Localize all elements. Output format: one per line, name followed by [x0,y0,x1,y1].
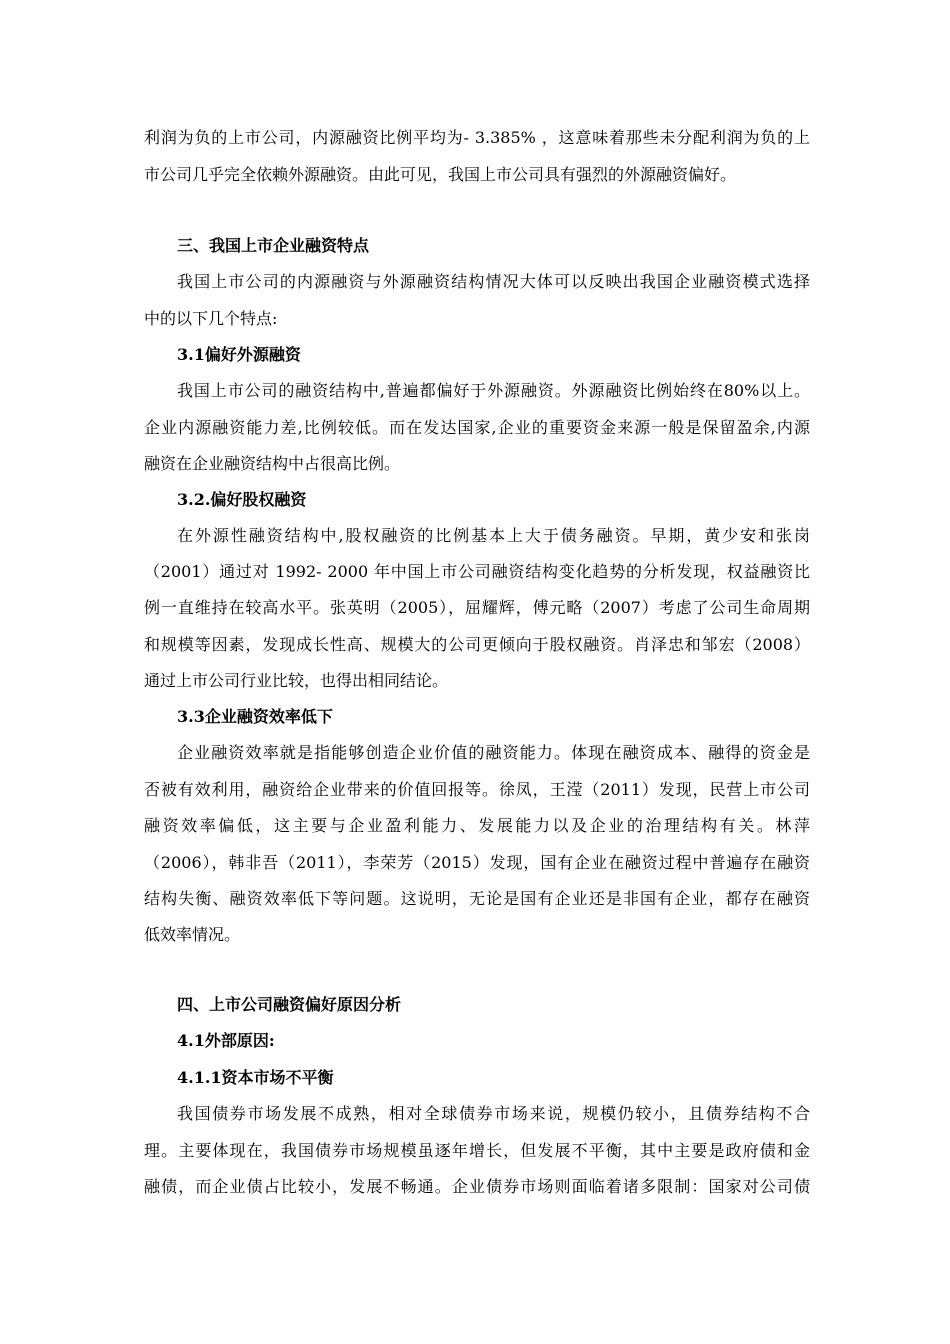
paragraph-line: 结构失衡、融资效率低下等问题。这说明，无论是国有企业还是非国有企业，都存在融资 [144,889,810,908]
paragraph-line: 企业融资效率就是指能够创造企业价值的融资能力。体现在融资成本、融得的资金是 [177,743,810,762]
paragraph-line: 融资在企业融资结构中占很高比例。 [144,454,401,473]
subsubsection-heading: 4.1.1资本市场不平衡 [177,1068,334,1087]
paragraph-line: 我国债券市场发展不成熟，相对全球债券市场来说，规模仍较小，且债券结构不合 [177,1104,810,1123]
paragraph-line: 我国上市公司的内源融资与外源融资结构情况大体可以反映出我国企业融资模式选择 [177,272,810,291]
subsection-heading: 3.1偏好外源融资 [177,345,301,364]
paragraph-line: （2006），韩非吾（2011），李荣芳（2015）发现，国有企业在融资过程中普遍存在融资 [144,853,810,872]
paragraph-line: 融资效率偏低，这主要与企业盈利能力、发展能力以及企业的治理结构有关。林萍 [144,816,810,835]
paragraph-line: 融债，而企业债占比较小，发展不畅通。企业债券市场则面临着诸多限制：国家对公司债 [144,1177,810,1196]
paragraph-line: 我国上市公司的融资结构中,普遍都偏好于外源融资。外源融资比例始终在80%以上。 [177,381,810,400]
paragraph-line: 中的以下几个特点: [144,309,278,328]
paragraph-line: 否被有效利用，融资给企业带来的价值回报等。徐凤，王滢（2011）发现，民营上市公司 [144,780,810,799]
section-heading: 三、我国上市企业融资特点 [177,236,370,255]
section-heading: 四、上市公司融资偏好原因分析 [177,995,402,1014]
paragraph-line: 企业内源融资能力差,比例较低。而在发达国家,企业的重要资金来源一般是保留盈余,内源 [144,418,810,437]
subsection-heading: 3.3企业融资效率低下 [177,707,333,726]
paragraph-line: （2001）通过对 1992- 2000 年中国上市公司融资结构变化趋势的分析发现，权益融资比 [144,562,810,581]
paragraph-line: 理。主要体现在，我国债券市场规模虽逐年增长，但发展不平衡，其中主要是政府债和金 [144,1141,810,1160]
paragraph-line: 利润为负的上市公司，内源融资比例平均为- 3.385% ，这意味着那些未分配利润为负的上 [144,128,810,147]
paragraph-line: 在外源性融资结构中,股权融资的比例基本上大于债务融资。早期，黄少安和张岗 [177,526,810,545]
paragraph-line: 通过上市公司行业比较，也得出相同结论。 [144,671,449,690]
subsection-heading: 4.1外部原因: [177,1031,275,1050]
paragraph-line: 和规模等因素，发现成长性高、规模大的公司更倾向于股权融资。肖泽忠和邹宏（2008） [144,635,810,654]
paragraph-line: 市公司几乎完全依赖外源融资。由此可见，我国上市公司具有强烈的外源融资偏好。 [144,165,737,184]
subsection-heading: 3.2.偏好股权融资 [177,490,307,509]
paragraph-line: 例一直维持在较高水平。张英明（2005），屈耀辉，傅元略（2007）考虑了公司生命周期 [144,598,810,617]
paragraph-line: 低效率情况。 [144,925,241,944]
